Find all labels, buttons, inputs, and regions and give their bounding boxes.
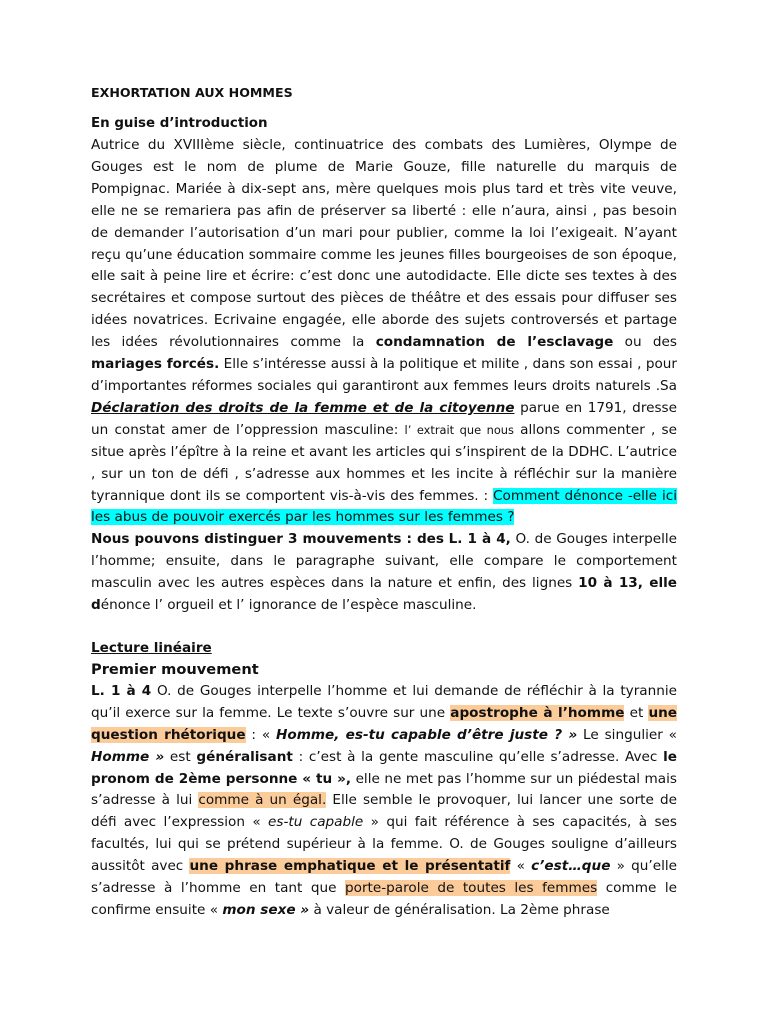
text: Elle semble le provoquer, lui lancer une sorte de défi avec l’expression « <box>91 792 677 831</box>
document-page <box>91 84 677 922</box>
bold-text: mariages forcés. <box>91 356 220 373</box>
intro-heading: En guise d’introduction <box>91 116 268 131</box>
bold-text: Nous pouvons distinguer 3 mouvements : des <box>91 531 444 548</box>
text: est <box>164 748 197 765</box>
highlight: une phrase emphatique et le présentatif <box>189 858 511 875</box>
movement-heading: Premier mouvement <box>91 660 259 678</box>
bold-text: généralisant <box>196 748 293 765</box>
text: Le singulier « <box>577 726 677 743</box>
quote: Homme » <box>91 748 165 765</box>
text: : « <box>245 726 276 743</box>
quote: c’est…que <box>531 858 611 875</box>
small-text: l’ extrait que nous <box>404 422 514 437</box>
bold-text: L. 1 à 4, <box>448 531 511 548</box>
text: » qu’elle s’adresse à l’homme en tant que <box>91 858 677 897</box>
text: : c’est à la gente masculine qu’elle s’adresse. Avec <box>292 748 664 765</box>
text: Elle s’intéresse aussi à la politique et milite , dans son essai , pour d’importantes réformes sociales qui garantiront aux femmes leurs droits naturels .Sa <box>91 356 677 394</box>
text: énonce l’ orgueil et l’ ignorance de l’espèce masculine. <box>100 597 477 614</box>
text: Autrice du XVIIIème siècle, continuatrice des combats des Lumières, Olympe de Gouges est le nom de plume de Marie Gouze, fille naturelle du marquis de Pompignac. Mariée à dix-sept ans, mère quelques mois plus tard et très vite veuve, elle ne se remariera pas afin de préserver sa liberté : elle n’aura, ainsi , pas besoin de demander l’autorisation d’un mari pour publier, comme la loi l’exigeait. N’ayant reçu qu’une éducation sommaire comme les jeunes filles bourgeoises de son époque, elle sait à peine lire et écrire: c’est donc une autodidacte. Elle dicte ses textes à des secrétaires et compose surtout des pièces de théâtre et des essais pour diffuser ses idées novatrices. Ecrivaine engagée, elle aborde des sujets controversés et partage les idées révolutionnaires comme la <box>91 137 677 351</box>
text: et <box>624 704 649 721</box>
highlight: porte-parole de toutes les femmes <box>345 880 598 897</box>
text: O. de Gouges interpelle l’homme et lui demande de réfléchir à la tyrannie qu’il exerce sur la femme. Le texte s’ouvre sur une <box>91 682 677 721</box>
line-ref: L. 1 à 4 <box>91 682 152 699</box>
text: allons commenter , se situe après l’épître à la reine et avant les articles qui s’inspirent de la DDHC. L’autrice , sur un ton de défi , s’adresse aux hommes et les incite à réfléchir sur la manière tyrannique dont ils se comportent vis-à-vis des femmes. : <box>91 421 677 504</box>
text: ou des <box>613 334 677 351</box>
text: parue en 1791, dresse un constat amer de l’oppression masculine: <box>91 399 677 438</box>
text: » qui fait référence à ses capacités, à ses facultés, lui qui se prétend supérieur à la femme. O. de Gouges souligne d’ailleurs aussitôt avec <box>91 814 678 875</box>
work-title <box>91 400 515 416</box>
text: à valeur de généralisation. La 2ème phrase <box>309 902 610 918</box>
italic-text: Déclaration des droits de la femme et de la citoyenne <box>91 399 515 416</box>
text: « <box>510 858 532 875</box>
lecture-paragraph <box>91 681 677 922</box>
highlight: comme à un égal. <box>198 792 327 809</box>
plan-paragraph <box>91 529 677 617</box>
text: comme le confirme ensuite « <box>91 880 677 918</box>
document-title: EXHORTATION AUX HOMMES <box>91 85 293 100</box>
bold-text: condamnation de l’esclavage <box>375 334 614 351</box>
quote: mon sexe » <box>222 902 310 918</box>
intro-paragraph <box>91 135 677 529</box>
lecture-title: Lecture linéaire <box>91 639 212 656</box>
spacer <box>91 617 677 638</box>
quote: Homme, es-tu capable d’être juste ? » <box>276 726 578 743</box>
highlight: apostrophe à l’homme <box>450 704 625 721</box>
text: elle ne met pas l’homme sur un piédestal mais s’adresse à lui <box>91 770 677 809</box>
quote: es-tu capable <box>268 814 364 831</box>
bold-text: le pronom de 2ème personne « tu », <box>91 748 677 787</box>
problematic-question: Comment dénonce -elle ici les abus de pouvoir exercés par les hommes sur les femmes ? <box>91 487 677 526</box>
highlight: une question rhétorique <box>91 704 678 743</box>
bold-text: 10 à 13, elle d <box>91 575 677 614</box>
text: O. de Gouges interpelle l’homme; ensuite, dans le paragraphe suivant, elle compare le comportement masculin avec les autres espèces dans la nature et enfin, des lignes <box>91 531 677 592</box>
